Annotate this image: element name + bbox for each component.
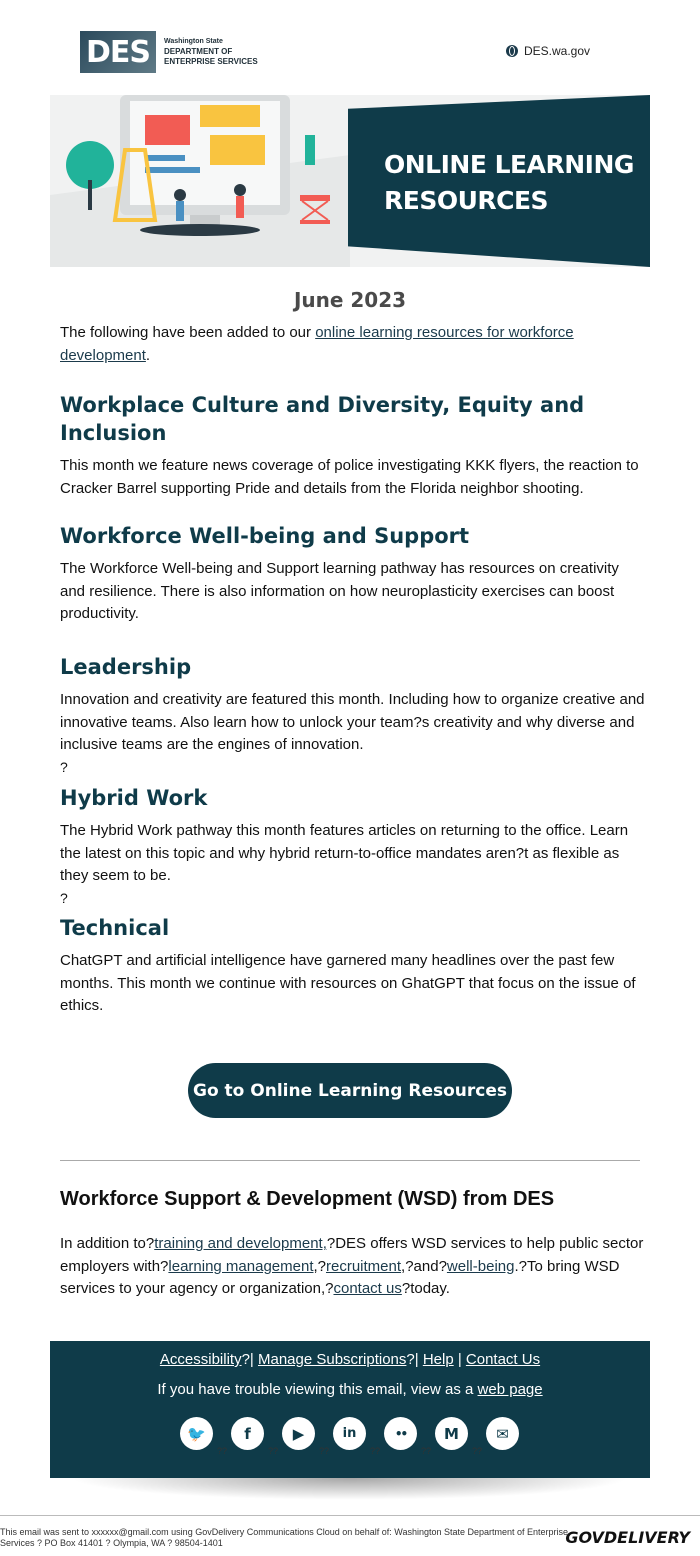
- wsd-text: ,?: [313, 1257, 326, 1275]
- des-logo-text: [164, 37, 258, 67]
- section-body: This month we feature news coverage of police investigating KKK flyers, the reaction to Cracker Barrel supporting Pride and details from the Florida neighbor shooting.: [60, 457, 639, 497]
- social-sep: ??: [318, 1446, 329, 1456]
- wsd-text: ,?and?: [401, 1257, 447, 1275]
- section-workplace-culture: [60, 391, 645, 500]
- section-body: ChatGPT and artificial intelligence have garnered many headlines over the past few months. This month we continue with resources on GhatGPT that focus on the issue of ethics.: [60, 952, 636, 1014]
- medium-icon[interactable]: M: [435, 1417, 468, 1450]
- social-sep: ??: [471, 1446, 482, 1456]
- footer-sep: ?|: [241, 1351, 258, 1368]
- banner-title-line2: RESOURCES: [384, 186, 549, 215]
- social-links: [180, 1417, 519, 1456]
- youtube-icon[interactable]: ▶: [282, 1417, 315, 1450]
- training-development-link[interactable]: training and development,: [154, 1235, 327, 1252]
- section-technical: [60, 914, 645, 1018]
- section-leadership: [60, 653, 645, 775]
- social-sep: ??: [267, 1446, 278, 1456]
- email-header: [80, 30, 620, 74]
- section-trailer: ?: [60, 758, 68, 775]
- wsd-text: ?today.: [401, 1280, 450, 1297]
- recruitment-link[interactable]: recruitment: [326, 1257, 402, 1275]
- section-title: Leadership: [60, 655, 192, 679]
- hero-banner: [50, 95, 650, 267]
- newsletter-month: June 2023: [293, 288, 407, 312]
- banner-title-line1: ONLINE LEARNING: [384, 150, 634, 179]
- footer-sep: ?|: [406, 1351, 423, 1368]
- section-title: Workplace Culture and Diversity, Equity and Inclusion: [60, 393, 585, 445]
- help-link[interactable]: Help: [422, 1351, 454, 1368]
- section-body: The Workforce Well-being and Support learning pathway has resources on creativity and resilience. There is also information on how neuroplasticity exercises can boost productivity.: [60, 560, 619, 622]
- logo-line3: ENTERPRISE SERVICES: [164, 57, 258, 66]
- wsd-title: Workforce Support & Development (WSD) from DES: [60, 1188, 555, 1210]
- section-title: Technical: [60, 916, 170, 940]
- footer-sep: |: [453, 1351, 466, 1368]
- view-web-page-line: [50, 1381, 650, 1398]
- intro-end: .: [145, 347, 151, 364]
- learning-illustration: [50, 95, 350, 267]
- wsd-paragraph: [60, 1233, 645, 1301]
- online-learning-resources-link[interactable]: online learning resources for workforce development: [60, 324, 574, 364]
- section-body: The Hybrid Work pathway this month features articles on returning to the office. Learn the latest on this topic and why hybrid return-to-office mandates aren?t as flexible as they seem to be.: [60, 822, 629, 884]
- email-icon[interactable]: ✉: [486, 1417, 519, 1450]
- legal-text: This email was sent to xxxxxx@gmail.com using GovDelivery Communications Cloud on behalf of: Washington State Department of Enterprise Services ? PO Box 41401 ? Olympia, WA ? 98504-1401: [0, 1527, 569, 1548]
- web-page-link[interactable]: web page: [477, 1381, 543, 1398]
- social-sep: ??: [420, 1446, 431, 1456]
- section-title: Hybrid Work: [60, 786, 208, 810]
- banner-title: [384, 147, 644, 219]
- footer-shadow: [70, 1478, 630, 1500]
- manage-subscriptions-link[interactable]: Manage Subscriptions: [257, 1351, 407, 1368]
- go-to-online-learning-button[interactable]: Go to Online Learning Resources: [188, 1063, 512, 1118]
- divider: [60, 1160, 640, 1161]
- email-footer: [50, 1341, 650, 1478]
- twitter-icon[interactable]: 🐦: [180, 1417, 213, 1450]
- social-sep: ??: [216, 1446, 227, 1456]
- intro-text: The following have been added to our: [60, 324, 316, 341]
- logo-line2: DEPARTMENT OF: [164, 47, 233, 56]
- footer-contact-us-link[interactable]: Contact Us: [465, 1351, 541, 1368]
- social-sep: ??: [369, 1446, 380, 1456]
- section-wellbeing: [60, 522, 645, 626]
- site-link[interactable]: [506, 44, 590, 58]
- section-body: Innovation and creativity are featured this month. Including how to organize creative and innovative teams. Also learn how to unlock your team?s creativity and why diverse and inclusive teams are the engines of innovation.: [60, 691, 645, 753]
- section-title: Workforce Well-being and Support: [60, 524, 470, 548]
- site-link-text[interactable]: DES.wa.gov: [523, 44, 590, 58]
- section-hybrid-work: [60, 784, 645, 906]
- des-logo-mark: DES: [80, 31, 156, 73]
- learning-management-link[interactable]: learning management: [168, 1257, 314, 1275]
- wsd-text: ?DES offers WSD services to help public sector employers with?: [60, 1235, 644, 1275]
- globe-icon: [506, 45, 518, 57]
- contact-us-link[interactable]: contact us: [333, 1280, 402, 1297]
- wsd-text: In addition to?: [60, 1235, 155, 1252]
- logo-line1: Washington State: [164, 38, 223, 45]
- accessibility-link[interactable]: Accessibility: [159, 1351, 242, 1368]
- section-trailer: ?: [60, 889, 68, 906]
- bottom-divider: [0, 1515, 700, 1516]
- wsd-text: .?To bring WSD services to your agency or organization,?: [60, 1257, 620, 1297]
- govdelivery-text: GOVDELIVERY: [565, 1528, 690, 1547]
- intro-paragraph: [60, 321, 640, 367]
- view-text: If you have trouble viewing this email, view as a: [157, 1381, 478, 1398]
- govdelivery-logo[interactable]: [565, 1528, 690, 1547]
- des-logo[interactable]: [80, 30, 258, 74]
- facebook-icon[interactable]: f: [231, 1417, 264, 1450]
- flickr-icon[interactable]: ••: [384, 1417, 417, 1450]
- footer-links: [50, 1351, 650, 1368]
- linkedin-icon[interactable]: in: [333, 1417, 366, 1450]
- well-being-link[interactable]: well-being: [446, 1257, 515, 1275]
